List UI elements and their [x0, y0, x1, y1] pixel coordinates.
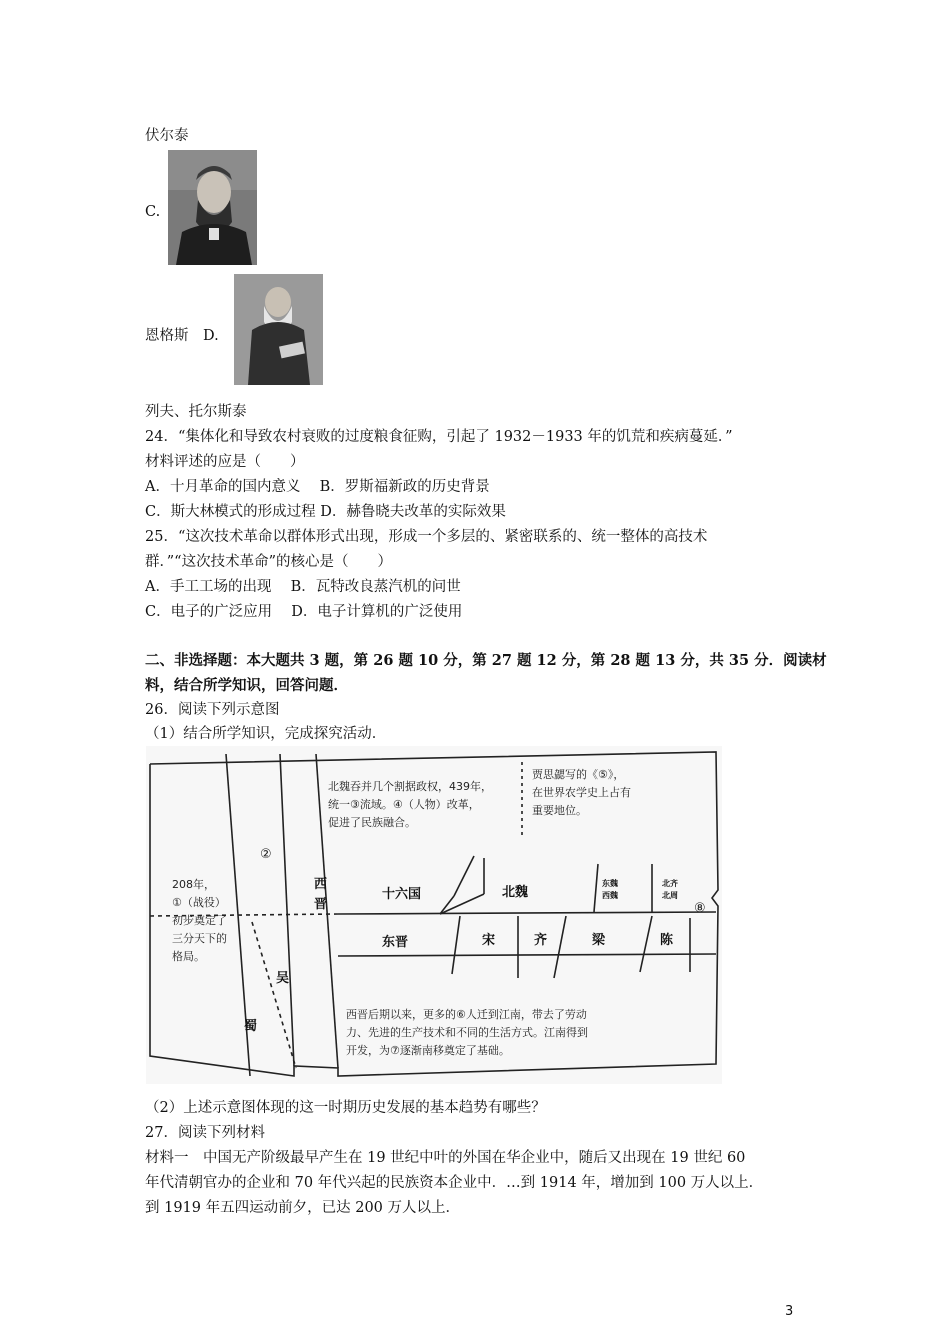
left-note-line4: 三分天下的: [172, 932, 227, 945]
box-north-line2: 统一③流域。④（人物）改革，: [328, 798, 480, 811]
option-b-caption: 伏尔泰: [145, 128, 189, 144]
left-note-line1: 208年，: [172, 878, 215, 891]
page-number: 3: [785, 1304, 794, 1319]
q26-part1: （1）结合所学知识，完成探究活动．: [145, 726, 387, 742]
q24-stem-line1: 24．“集体化和导致农村衰败的过度粮食征购，引起了 1932－1933 年的饥荒和疾病蔓延．”: [145, 429, 733, 445]
label-wu: 吴: [276, 971, 290, 986]
portrait-tolstoy: [234, 274, 323, 385]
box-north-line3: 促进了民族融合。: [328, 816, 416, 829]
option-c-label: C.: [145, 204, 161, 220]
label-liang: 梁: [592, 933, 606, 948]
left-note-line5: 格局。: [172, 950, 205, 963]
label-xiwei: 西魏: [602, 891, 618, 900]
left-note-line3: 初步奠定了: [172, 914, 227, 927]
q24-options-ab: A．十月革命的国内意义 B．罗斯福新政的历史背景: [145, 479, 490, 495]
q25-stem-line2: 群．”“这次技术革命”的核心是（ ）: [145, 554, 392, 570]
history-timeline-diagram: [146, 746, 722, 1084]
q26-part2: （2）上述示意图体现的这一时期历史发展的基本趋势有哪些？: [145, 1100, 546, 1116]
q25-stem-line1: 25．“这次技术革命以群体形式出现，形成一个多层的、紧密联系的、统一整体的高技术: [145, 529, 708, 545]
option-c-caption-d-label: 恩格斯 D.: [145, 328, 219, 344]
q25-options-ab: A．手工工场的出现 B．瓦特改良蒸汽机的问世: [145, 579, 461, 595]
box-south-line3: 开发，为⑦逐渐南移奠定了基础。: [346, 1044, 510, 1057]
label-beizhou: 北周: [662, 891, 678, 900]
q26-title: 26．阅读下列示意图: [145, 702, 280, 718]
label-shiliuguo: 十六国: [382, 887, 422, 902]
material1-line2: 年代清朝官办的企业和 70 年代兴起的民族资本企业中．…到 1914 年，增加到 100 万人以上．: [145, 1175, 764, 1191]
label-xijin-1: 西: [314, 877, 328, 892]
box-agri-line1: 贾思勰写的《⑤》，: [532, 768, 625, 781]
section2-heading-line2: 料，结合所学知识，回答问题．: [145, 677, 348, 694]
label-qi: 齐: [534, 933, 548, 948]
label-song: 宋: [482, 933, 496, 948]
circle-8-label: ⑧: [694, 901, 706, 916]
box-south-line2: 力、先进的生产技术和不同的生活方式。江南得到: [346, 1026, 588, 1039]
q24-options-cd: C．斯大林模式的形成过程 D．赫鲁晓夫改革的实际效果: [145, 504, 506, 520]
box-agri-line2: 在世界农学史上占有: [532, 786, 631, 799]
box-south-line1: 西晋后期以来，更多的⑥人迁到江南，带去了劳动: [346, 1008, 587, 1021]
label-dongjin: 东晋: [382, 935, 409, 950]
q25-options-cd: C．电子的广泛应用 D．电子计算机的广泛使用: [145, 604, 463, 620]
section2-heading-line1: 二、非选择题：本大题共 3 题，第 26 题 10 分，第 27 题 12 分，第 28 题 13 分，共 35 分．阅读材: [145, 652, 827, 669]
label-chen: 陈: [660, 933, 674, 948]
option-d-caption: 列夫、托尔斯泰: [145, 404, 247, 420]
label-beiwei: 北魏: [502, 885, 529, 900]
circle-2-label: ②: [260, 847, 272, 862]
left-note-line2: ①（战役）: [172, 896, 226, 909]
q27-title: 27．阅读下列材料: [145, 1125, 265, 1141]
q24-stem-line2: 材料评述的应是（ ）: [145, 454, 305, 470]
portrait-engels: [168, 150, 257, 265]
material1-line3: 到 1919 年五四运动前夕，已达 200 万人以上．: [145, 1200, 461, 1216]
box-agri-line3: 重要地位。: [532, 804, 587, 817]
label-dongwei: 东魏: [602, 879, 618, 888]
box-north-line1: 北魏吞并几个割据政权，439年，: [328, 780, 492, 793]
label-beiqi: 北齐: [662, 879, 678, 888]
label-shu: 蜀: [244, 1019, 258, 1034]
material1-line1: 材料一 中国无产阶级最早产生在 19 世纪中叶的外国在华企业中，随后又出现在 19 世纪 60: [145, 1150, 746, 1166]
label-xijin-2: 晋: [314, 897, 328, 912]
